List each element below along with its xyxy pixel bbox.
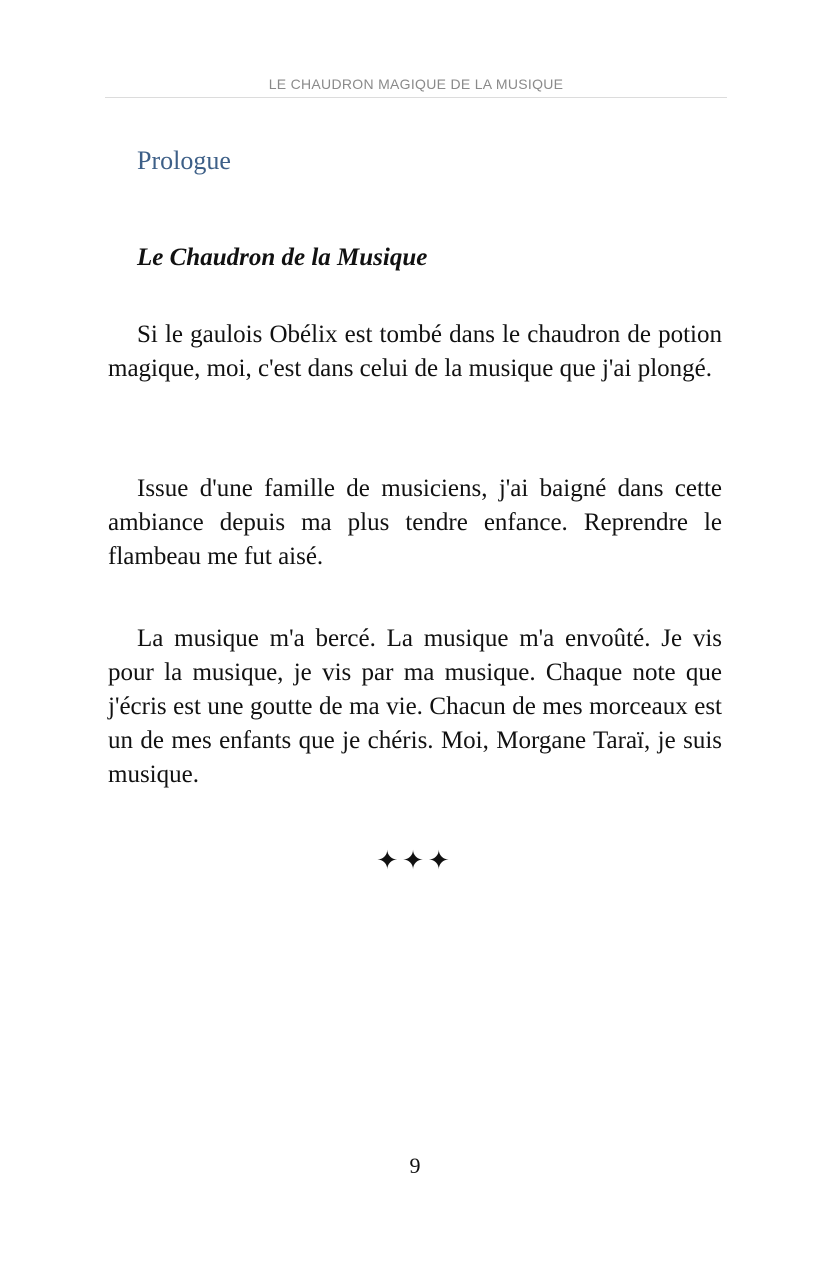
header-divider (105, 97, 727, 98)
paragraph: Si le gaulois Obélix est tombé dans le chaudron de potion magique, moi, c'est dans celui de la musique que j'ai plongé. (108, 321, 722, 382)
section-separator-stars: ✦✦✦ (376, 846, 454, 876)
paragraph: La musique m'a bercé. La musique m'a envoûté. Je vis pour la musique, je vis par ma musique. Chaque note que j'écris est une goutte de ma vie. Chacun de mes morceaux est un de mes enfants que je chéris. Moi, Morgane Taraï, je suis musique. (108, 625, 722, 788)
running-header: LE CHAUDRON MAGIQUE DE LA MUSIQUE (268, 76, 564, 92)
chapter-title: Prologue (137, 146, 231, 175)
page-number: 9 (409, 1153, 421, 1178)
paragraph: Issue d'une famille de musiciens, j'ai baigné dans cette ambiance depuis ma plus tendre enfance. Reprendre le flambeau me fut aisé. (108, 475, 722, 570)
section-subtitle: Le Chaudron de la Musique (137, 244, 428, 271)
